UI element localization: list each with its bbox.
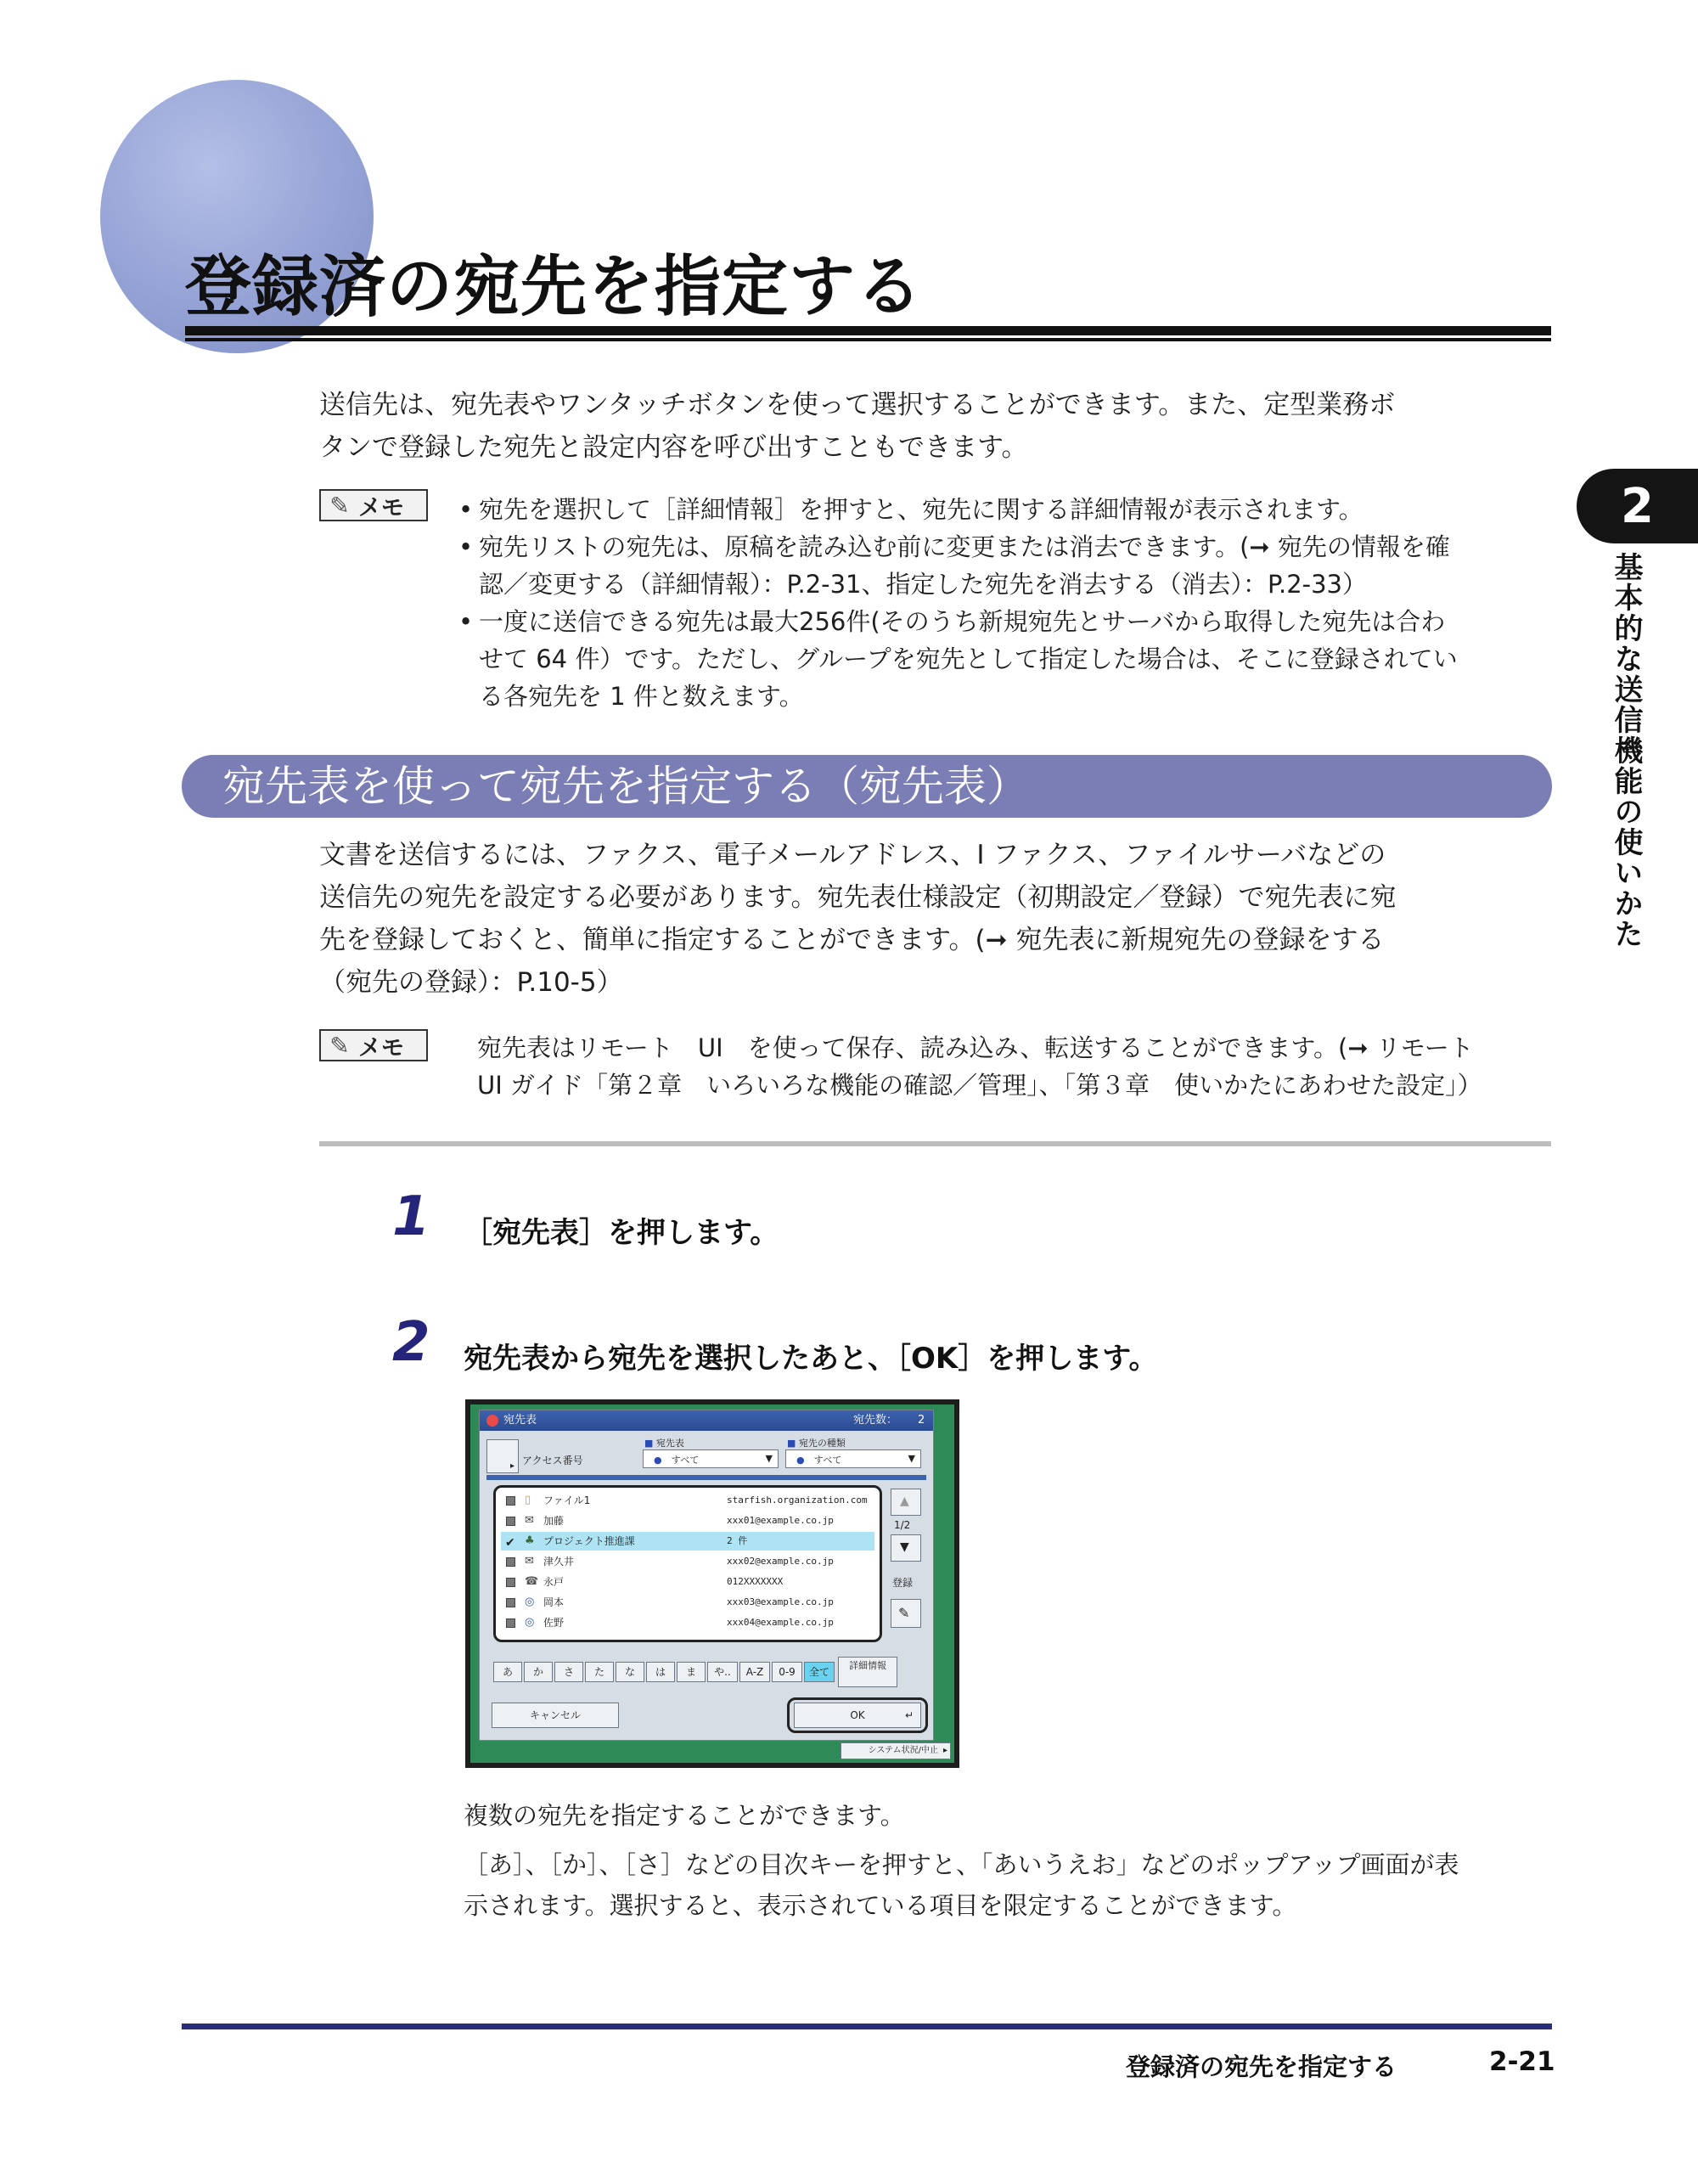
destination-name: 佐野 [543, 1617, 565, 1629]
list-item[interactable] [501, 1593, 874, 1612]
footer-page-number: 2-21 [1489, 2046, 1555, 2077]
index-key-09[interactable]: 0-9 [772, 1662, 802, 1682]
intro-paragraph [319, 384, 1550, 469]
fax-icon: ☎ [525, 1575, 539, 1588]
caption-line: ［あ］、［か］、［さ］などの目次キーを押すと、「あいうえお」などのポップアップ画面が表 [464, 1850, 1459, 1879]
filter2-value: ● すべて [796, 1455, 842, 1466]
screen-background [470, 1404, 954, 1763]
email-icon: ✉ [525, 1555, 534, 1568]
checkbox[interactable] [506, 1557, 515, 1567]
memo-bullet [458, 603, 1554, 715]
index-key-na[interactable]: な [616, 1662, 644, 1682]
title-rule-thin [185, 338, 1551, 341]
intro-line: タンで登録した宛先と設定内容を呼び出すこともできます。 [319, 432, 1028, 463]
section-body-line: 送信先の宛先を設定する必要があります。宛先表仕様設定（初期設定／登録）で宛先表に宛 [319, 882, 1397, 913]
caption-line: 示されます。選択すると、表示されている項目を限定することができます。 [464, 1891, 1297, 1920]
system-status-button[interactable] [841, 1742, 951, 1759]
list-item[interactable] [501, 1613, 874, 1632]
ok-button[interactable] [794, 1703, 921, 1728]
step-text: ［宛先表］を押します。 [464, 1216, 779, 1250]
section-body-line: （宛先の登録）：P.10-5） [319, 967, 623, 998]
pencil-icon: ✎ [329, 491, 350, 520]
checkbox[interactable] [506, 1618, 515, 1628]
chevron-down-icon: ▼ [765, 1453, 773, 1464]
triangle-down-icon: ▼ [900, 1540, 909, 1554]
panel-title-bar [480, 1410, 933, 1431]
destination-name: 加藤 [543, 1515, 565, 1527]
destination-name: 岡本 [543, 1596, 565, 1608]
step-text: 宛先表から宛先を選択したあと、［OK］を押します。 [464, 1342, 1158, 1376]
index-key-sa[interactable]: さ [554, 1662, 583, 1682]
list-header-strip [486, 1475, 926, 1480]
memo2-text [477, 1029, 1555, 1104]
list-item[interactable] [501, 1552, 874, 1571]
step-number: 2 [392, 1311, 430, 1374]
cancel-button[interactable] [492, 1703, 619, 1728]
memo-badge [319, 1029, 428, 1061]
step-number: 1 [392, 1185, 430, 1248]
checkbox[interactable] [506, 1578, 515, 1587]
section-body-line: 文書を送信するには、ファクス、電子メールアドレス、I ファクス、ファイルサーバなどの [319, 840, 1386, 870]
index-key-ya[interactable]: や.. [707, 1662, 738, 1682]
index-key-az[interactable]: A-Z [739, 1662, 770, 1682]
destination-type-select[interactable] [785, 1449, 921, 1468]
memo-bullet-line: る各宛先を 1 件と数えます。 [479, 682, 804, 711]
index-key-ma[interactable]: ま [677, 1662, 706, 1682]
email-icon: ✉ [525, 1514, 534, 1527]
destination-list [493, 1485, 882, 1642]
checkbox[interactable] [506, 1517, 515, 1526]
section-body-line: 先を登録しておくと、簡単に指定することができます。(➞ 宛先表に新規宛先の登録をする [319, 925, 1385, 955]
caption-1: 複数の宛先を指定することができます。 [464, 1801, 905, 1830]
index-key-a[interactable]: あ [493, 1662, 522, 1682]
list-item[interactable] [501, 1573, 874, 1591]
destination-name: ファイル1 [543, 1494, 591, 1506]
triangle-right-icon: ▸ [509, 1461, 514, 1471]
chapter-title: 基本的な送信機能の使いかた [1609, 552, 1643, 949]
memo-badge [319, 489, 428, 521]
pencil-icon: ✎ [329, 1031, 350, 1060]
section-body [319, 834, 1550, 1004]
index-key-ta[interactable]: た [585, 1662, 614, 1682]
filter2-label: ■ 宛先の種類 [787, 1438, 846, 1449]
separator-rule [319, 1141, 1551, 1146]
window-title: 宛先表 [503, 1414, 537, 1427]
access-number-label: アクセス番号 [522, 1455, 583, 1466]
filter1-label: ■ 宛先表 [644, 1438, 684, 1449]
destination-address: xxx03@example.co.jp [727, 1596, 834, 1607]
page-title: 登録済の宛先を指定する [185, 249, 924, 325]
memo-bullet-list [458, 491, 1554, 715]
list-item[interactable] [501, 1511, 874, 1530]
scroll-up-button[interactable] [891, 1489, 921, 1516]
destination-address: xxx01@example.co.jp [727, 1515, 834, 1526]
destination-name: プロジェクト推進課 [543, 1535, 635, 1547]
index-key-all[interactable]: 全て [804, 1662, 835, 1682]
address-book-screenshot [465, 1399, 959, 1768]
checkbox[interactable] [506, 1598, 515, 1607]
access-number-button[interactable] [486, 1439, 519, 1473]
destination-address: 2 件 [727, 1535, 748, 1546]
section-title: 宛先表を使って宛先を指定する（宛先表） [222, 762, 1029, 811]
triangle-up-icon: ▲ [900, 1494, 909, 1508]
memo2-line: UI ガイド「第２章 いろいろな機能の確認／管理」、「第３章 使いかたにあわせた設定」） [477, 1071, 1482, 1100]
count-value: 2 [918, 1414, 925, 1427]
title-rule [185, 326, 1551, 335]
address-book-filter-select[interactable] [643, 1449, 779, 1468]
intro-line: 送信先は、宛先表やワンタッチボタンを使って選択することができます。また、定型業務ボ [319, 390, 1396, 420]
memo-bullet [458, 528, 1554, 603]
footer-rule [182, 2024, 1552, 2029]
destination-address: xxx02@example.co.jp [727, 1556, 834, 1567]
memo-bullet-line: • 宛先リストの宛先は、原稿を読み込む前に変更または消去できます。(➞ 宛先の情報を確 [479, 532, 1450, 561]
caption-2 [464, 1844, 1559, 1926]
triangle-right-icon: ▸ [942, 1746, 947, 1755]
pen-icon: ✎ [898, 1605, 910, 1621]
file-icon: ▯ [525, 1494, 531, 1506]
memo-label: メモ [358, 494, 404, 521]
list-item-selected[interactable] [501, 1532, 874, 1551]
app-icon [486, 1415, 498, 1427]
check-icon: ✔ [505, 1536, 515, 1550]
footer-title: 登録済の宛先を指定する [1126, 2052, 1397, 2081]
ifax-icon: ◎ [525, 1616, 535, 1629]
detail-info-label: 詳細情報 [849, 1660, 886, 1671]
edit-register-button[interactable] [891, 1599, 921, 1628]
page-indicator: 1/2 [894, 1519, 911, 1531]
detail-info-button[interactable] [838, 1657, 897, 1687]
enter-icon: ↵ [904, 1709, 914, 1721]
cancel-label: キャンセル [529, 1709, 581, 1721]
list-item[interactable] [501, 1491, 874, 1510]
memo-label: メモ [358, 1034, 404, 1061]
chapter-number: 2 [1621, 478, 1654, 534]
destination-name: 永戸 [543, 1576, 565, 1588]
destination-address: xxx04@example.co.jp [727, 1617, 834, 1628]
ifax-icon: ◎ [525, 1596, 535, 1608]
index-key-ka[interactable]: か [524, 1662, 553, 1682]
address-book-panel [479, 1410, 934, 1741]
destination-name: 津久井 [543, 1556, 575, 1568]
destination-address: 012XXXXXXX [727, 1576, 784, 1587]
memo-bullet-line: • 一度に送信できる宛先は最大256件(そのうち新規宛先とサーバから取得した宛先は合わ [479, 607, 1446, 636]
checkbox[interactable] [506, 1496, 515, 1506]
register-label: 登録 [892, 1577, 914, 1589]
group-icon: ♣ [525, 1534, 535, 1547]
count-label: 宛先数： [853, 1414, 898, 1427]
index-key-ha[interactable]: は [646, 1662, 675, 1682]
memo-bullet-line: 認／変更する（詳細情報）：P.2-31、指定した宛先を消去する（消去）：P.2-33） [479, 570, 1368, 599]
memo-bullet-line: せて 64 件）です。ただし、グループを宛先として指定した場合は、そこに登録されてい [479, 645, 1458, 673]
memo-bullet: • 宛先を選択して［詳細情報］を押すと、宛先に関する詳細情報が表示されます。 [458, 491, 1554, 528]
chapter-tab [1577, 469, 1698, 543]
scroll-down-button[interactable] [891, 1534, 921, 1562]
destination-address: starfish.organization.com [727, 1494, 868, 1506]
memo2-line: 宛先表はリモート UI を使って保存、読み込み、転送することができます。(➞ リモート [477, 1033, 1474, 1062]
ok-label: OK [850, 1709, 865, 1721]
filter1-value: ● すべて [654, 1455, 700, 1466]
system-status-label: システム状況/中止 [868, 1746, 938, 1755]
chevron-down-icon: ▼ [908, 1453, 915, 1464]
